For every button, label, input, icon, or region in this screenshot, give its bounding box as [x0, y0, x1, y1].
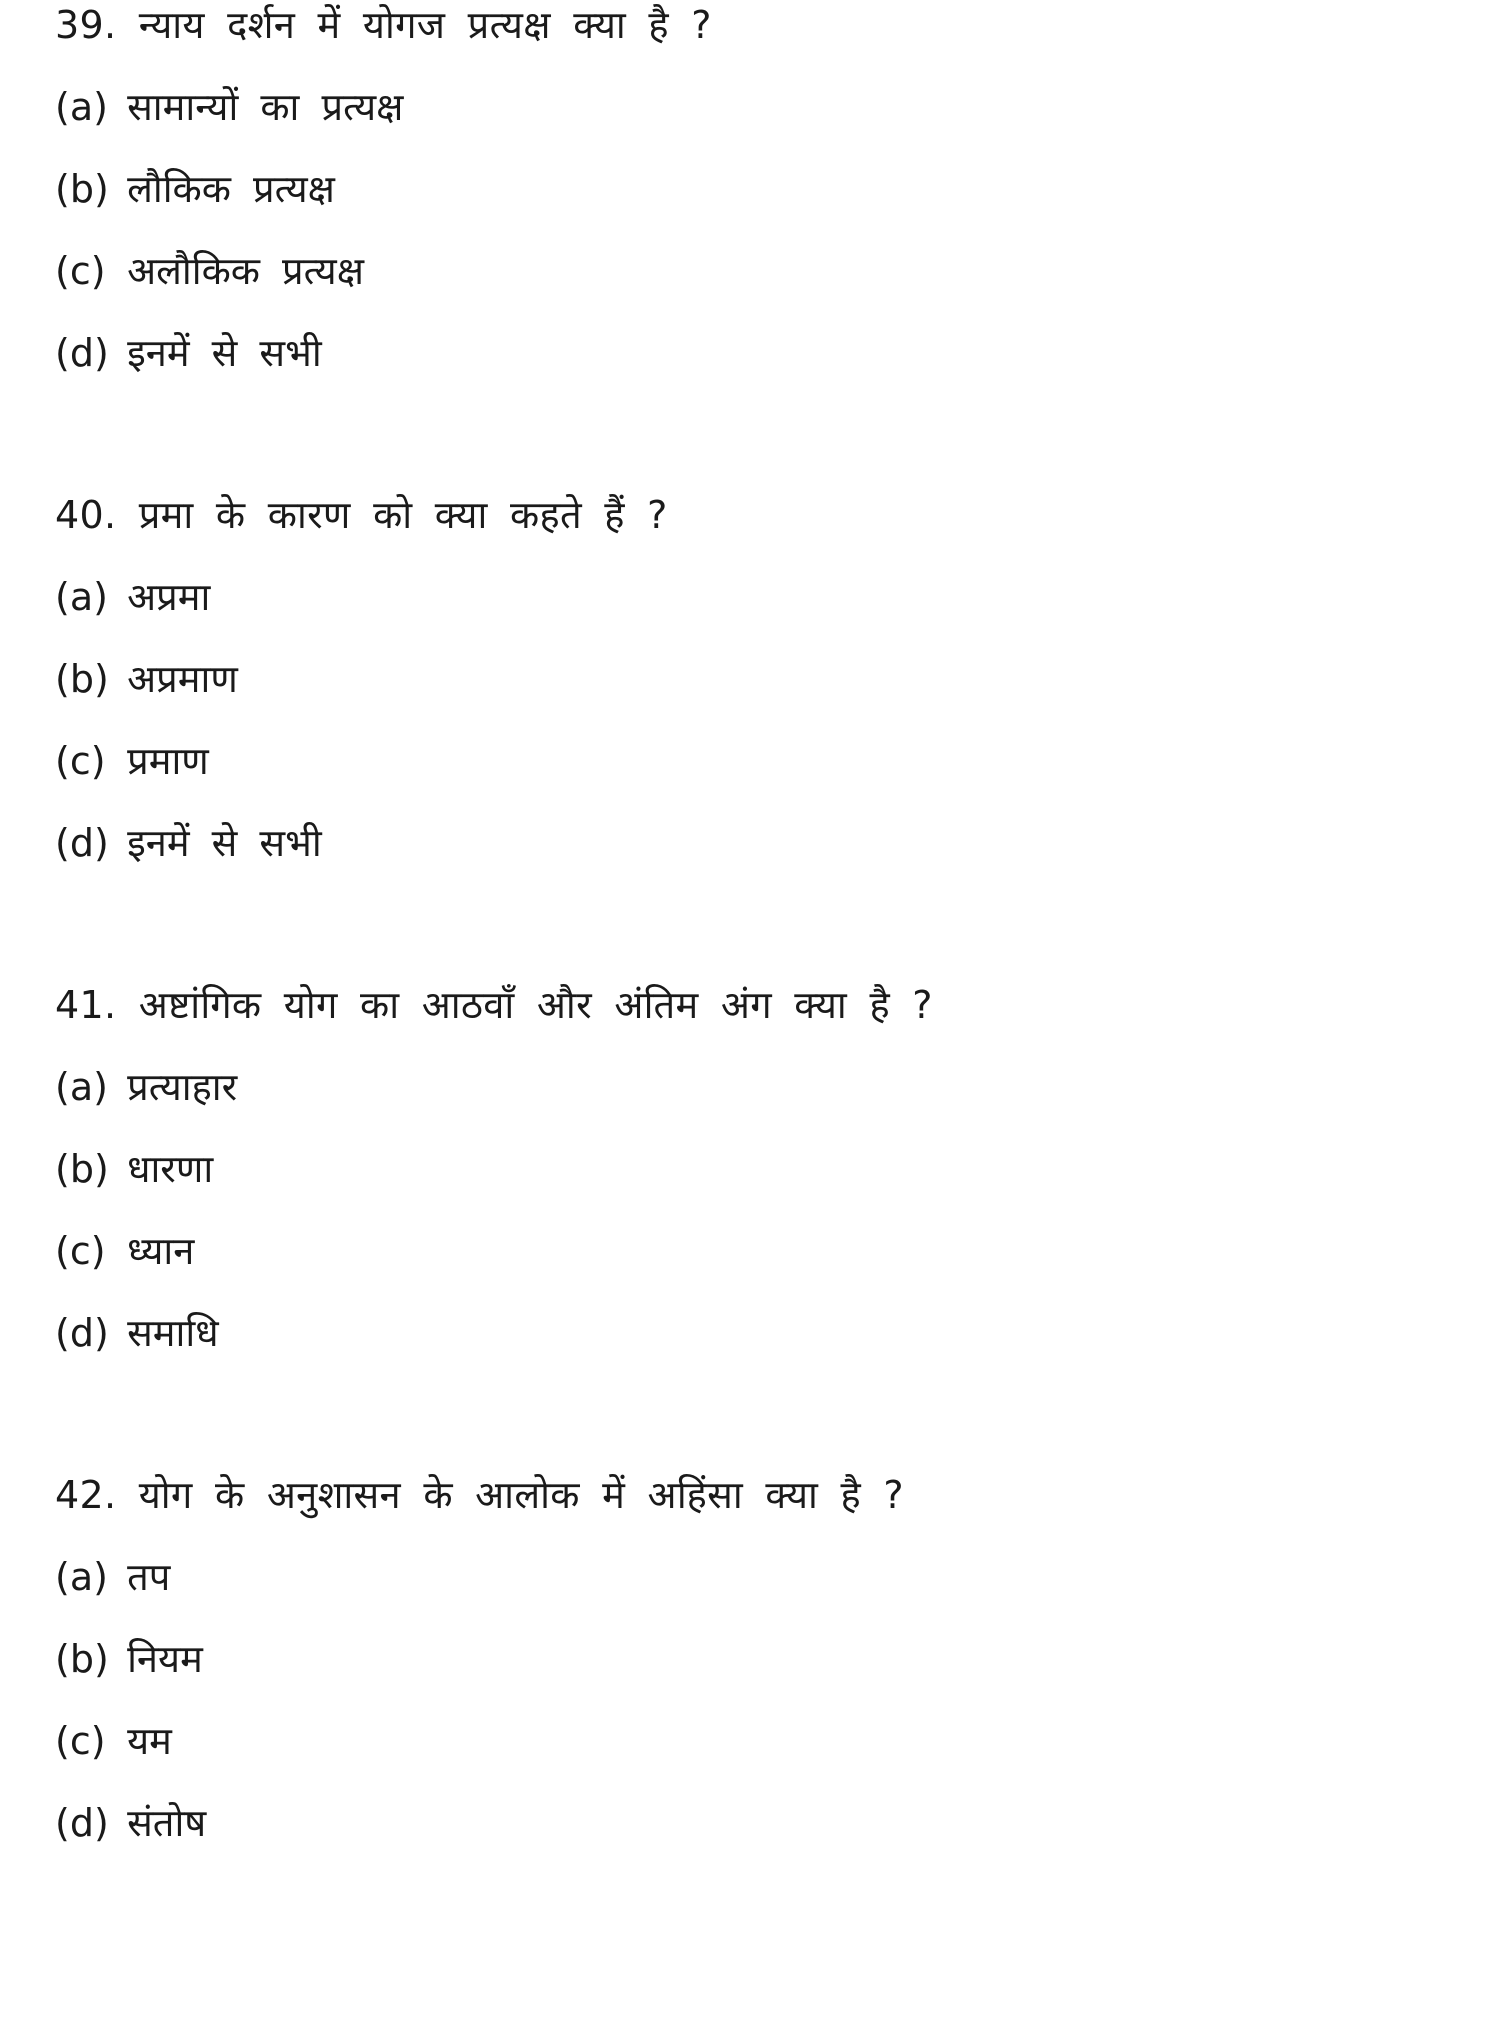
option-text: तप	[127, 1555, 171, 1599]
question-number: 41.	[55, 983, 117, 1027]
question-40	[55, 474, 1455, 884]
option-label: (a)	[55, 85, 108, 129]
option-label: (b)	[55, 167, 109, 211]
question-number: 42.	[55, 1473, 117, 1517]
option-a	[55, 556, 1455, 638]
question-stem	[55, 1454, 1455, 1536]
question-number: 39.	[55, 3, 117, 47]
option-c	[55, 1210, 1455, 1292]
question-42	[55, 1454, 1455, 1864]
option-label: (d)	[55, 821, 109, 865]
option-text: अलौकिक प्रत्यक्ष	[127, 249, 364, 293]
option-text: अप्रमाण	[127, 657, 238, 701]
option-label: (d)	[55, 1801, 109, 1845]
option-text: नियम	[127, 1637, 203, 1681]
question-stem	[55, 474, 1455, 556]
option-label: (b)	[55, 1147, 109, 1191]
option-a	[55, 1046, 1455, 1128]
option-d	[55, 312, 1455, 394]
option-text: प्रमाण	[127, 739, 209, 783]
question-stem	[55, 0, 1455, 66]
question-39	[55, 0, 1455, 394]
option-text: अप्रमा	[127, 575, 211, 619]
option-label: (d)	[55, 331, 109, 375]
option-c	[55, 720, 1455, 802]
option-a	[55, 66, 1455, 148]
option-label: (c)	[55, 739, 106, 783]
option-d	[55, 802, 1455, 884]
option-text: लौकिक प्रत्यक्ष	[127, 167, 335, 211]
question-text: न्याय दर्शन में योगज प्रत्यक्ष क्या है ?	[138, 3, 712, 47]
option-text: इनमें से सभी	[127, 821, 322, 865]
option-label: (b)	[55, 1637, 109, 1681]
option-label: (c)	[55, 1229, 106, 1273]
option-b	[55, 1618, 1455, 1700]
question-41	[55, 964, 1455, 1374]
option-d	[55, 1292, 1455, 1374]
question-text: योग के अनुशासन के आलोक में अहिंसा क्या है ?	[138, 1473, 904, 1517]
option-label: (b)	[55, 657, 109, 701]
question-number: 40.	[55, 493, 117, 537]
option-a	[55, 1536, 1455, 1618]
option-label: (a)	[55, 1555, 108, 1599]
option-c	[55, 1700, 1455, 1782]
option-label: (d)	[55, 1311, 109, 1355]
option-d	[55, 1782, 1455, 1864]
option-text: इनमें से सभी	[127, 331, 322, 375]
option-text: संतोष	[127, 1801, 207, 1845]
option-text: ध्यान	[127, 1229, 195, 1273]
question-text: अष्टांगिक योग का आठवाँ और अंतिम अंग क्या है ?	[138, 983, 933, 1027]
option-label: (a)	[55, 575, 108, 619]
option-text: धारणा	[127, 1147, 214, 1191]
option-label: (a)	[55, 1065, 108, 1109]
option-b	[55, 638, 1455, 720]
question-text: प्रमा के कारण को क्या कहते हैं ?	[138, 493, 668, 537]
option-label: (c)	[55, 1719, 106, 1763]
option-text: सामान्यों का प्रत्यक्ष	[127, 85, 404, 129]
option-label: (c)	[55, 249, 106, 293]
question-stem	[55, 964, 1455, 1046]
option-c	[55, 230, 1455, 312]
option-text: प्रत्याहार	[127, 1065, 238, 1109]
option-b	[55, 1128, 1455, 1210]
option-text: यम	[127, 1719, 172, 1763]
option-b	[55, 148, 1455, 230]
option-text: समाधि	[127, 1311, 219, 1355]
